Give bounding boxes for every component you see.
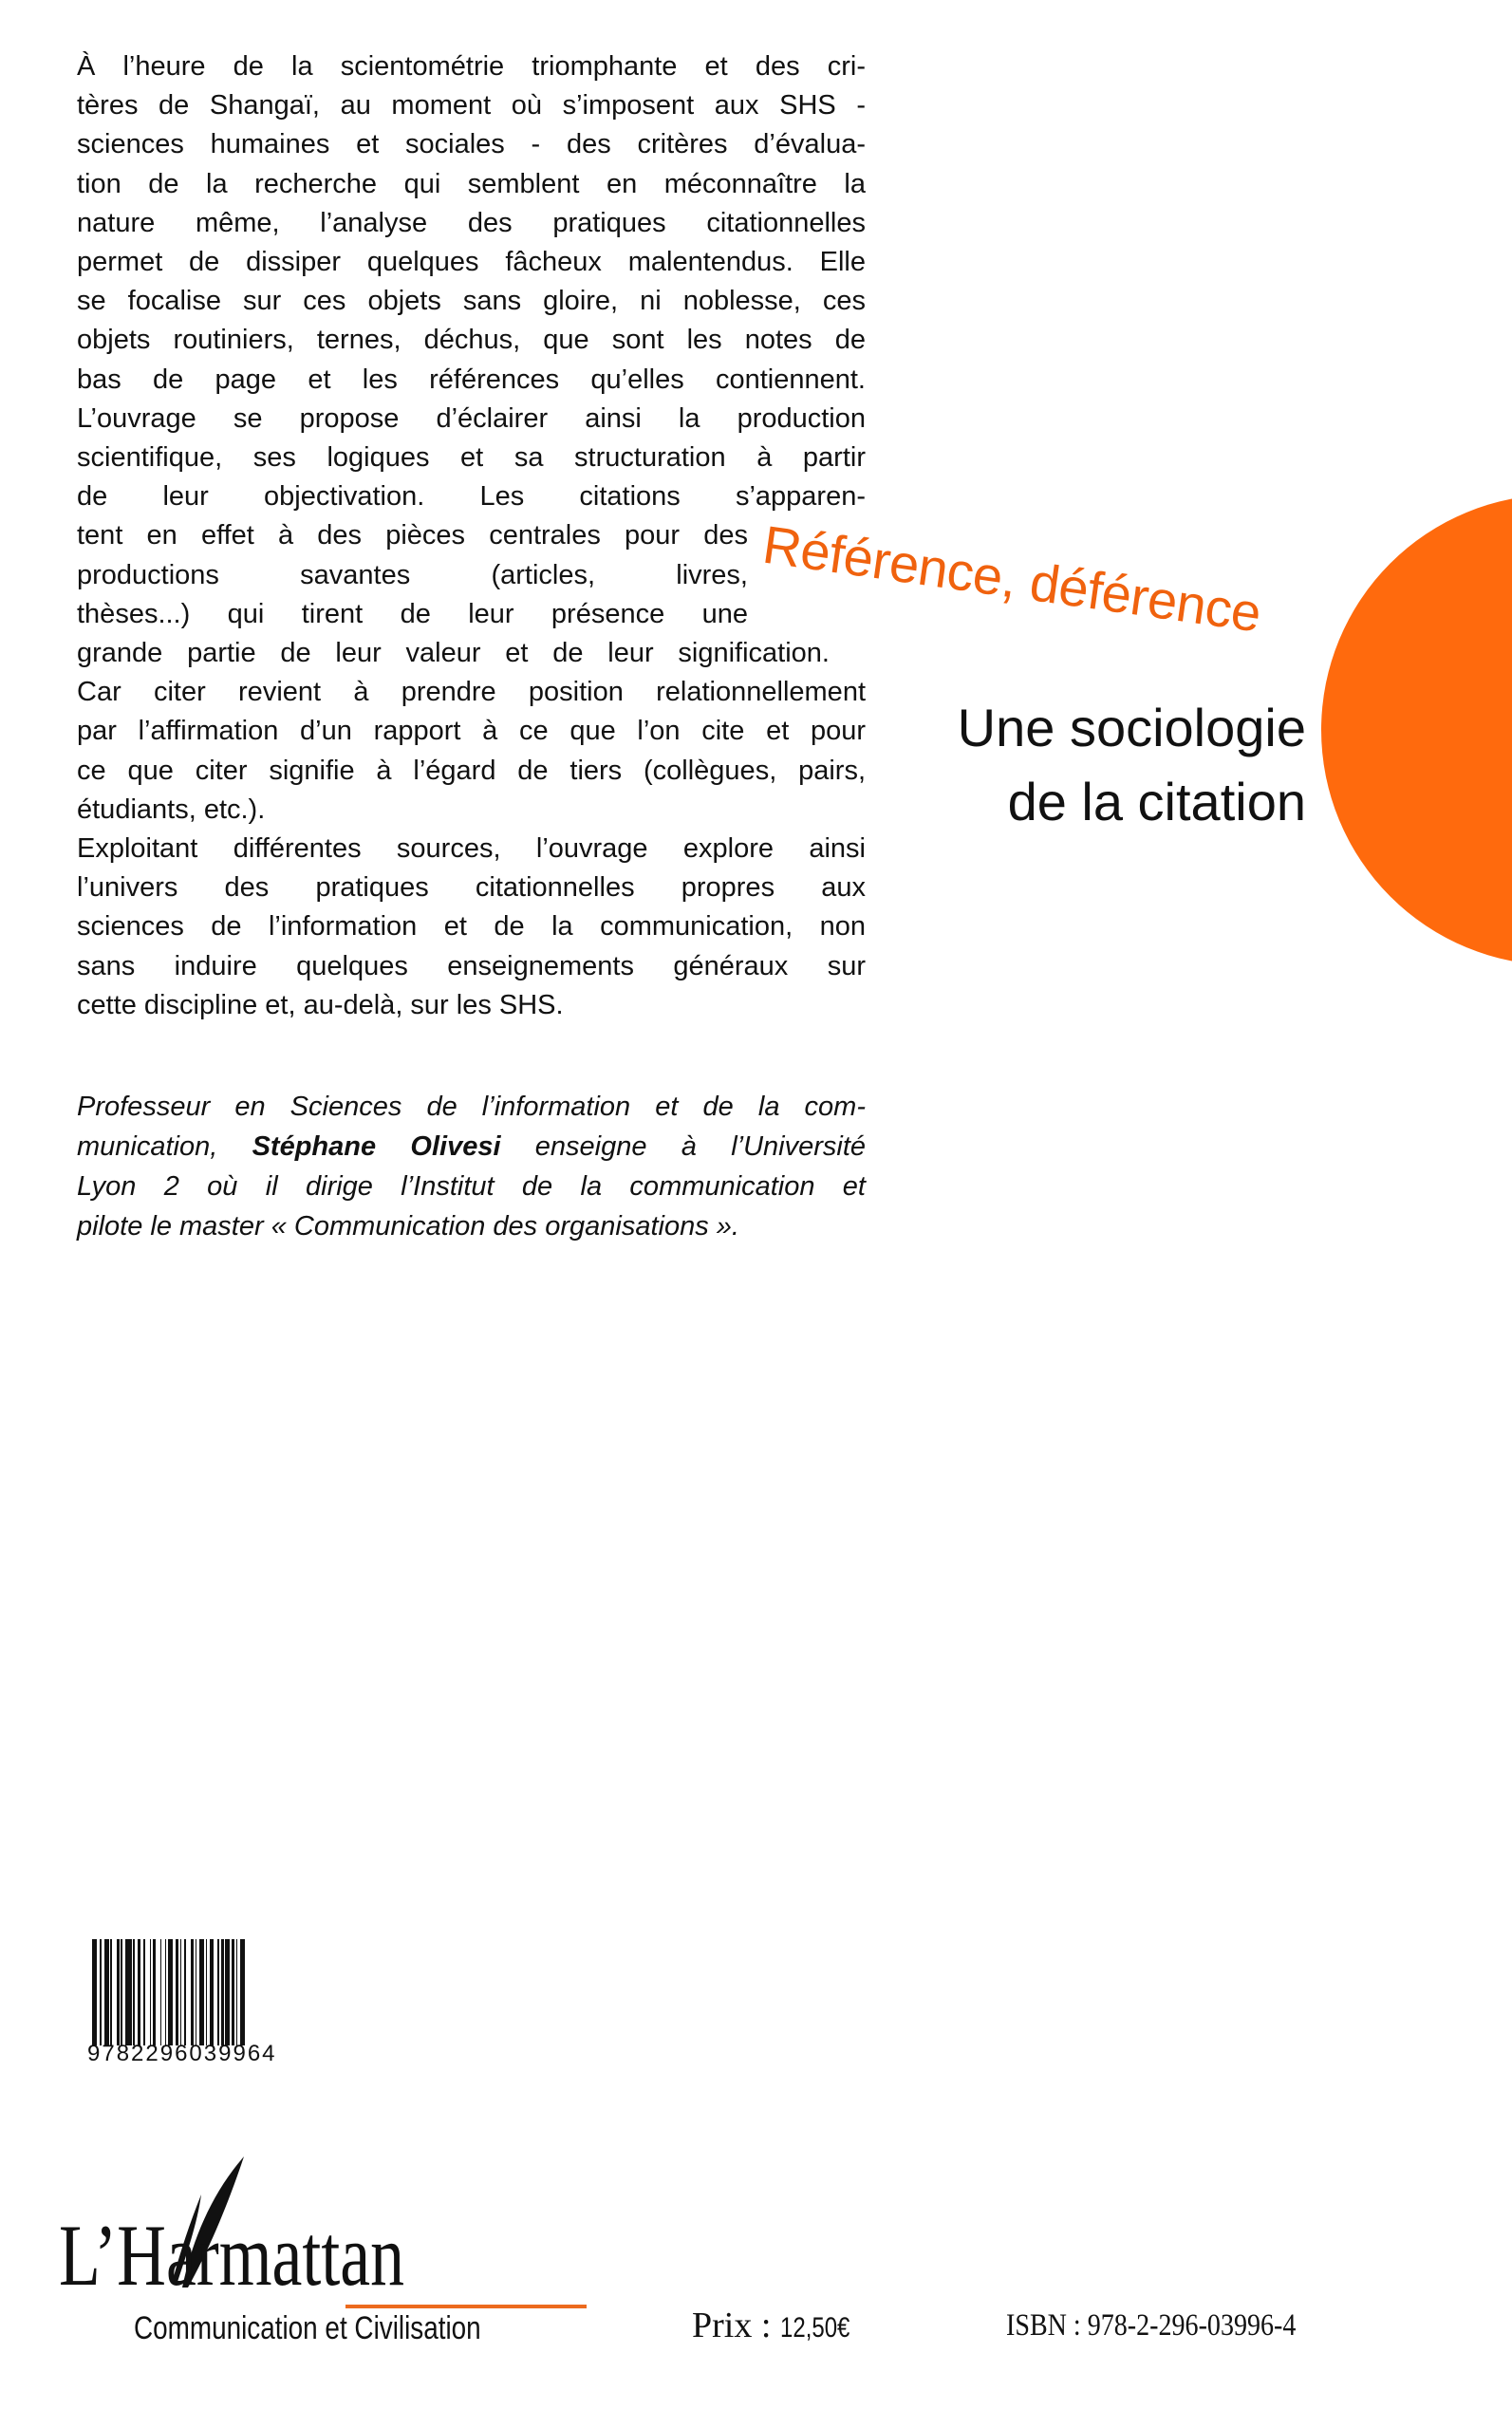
publisher-name: L’Harmattan — [59, 2207, 404, 2304]
blurb-line: se focalise sur ces objets sans gloire, ni noblesse, ces — [77, 286, 866, 317]
blurb-line: ce que citer signifie à l’égard de tiers (collègues, pairs, — [77, 755, 866, 786]
price-label: Prix : — [692, 2306, 772, 2345]
price-value: 12,50€ — [779, 2312, 850, 2344]
blurb-line: objets routiniers, ternes, déchus, que sont les notes de — [77, 325, 866, 356]
blurb-line: permet de dissiper quelques fâcheux malentendus. Elle — [77, 247, 866, 278]
bio-line: pilote le master « Communication des organisations ». — [77, 1211, 739, 1242]
bio-line: Professeur en Sciences de l’information et de la com- — [77, 1092, 866, 1122]
orange-disc — [1321, 495, 1512, 965]
blurb-line: productions savantes (articles, livres, — [77, 559, 748, 590]
orange-circle — [1321, 495, 1512, 965]
blurb-line: sciences de l’information et de la communication, non — [77, 911, 866, 943]
subtitle-line: Une sociologie — [957, 698, 1306, 757]
blurb-line: Exploitant différentes sources, l’ouvrage explore ainsi — [77, 833, 866, 865]
blurb-line: par l’affirmation d’un rapport à ce que l’on cite et pour — [77, 716, 866, 747]
author-name: Stéphane Olivesi — [252, 1131, 501, 1162]
collection-name: Communication et Civilisation — [134, 2310, 481, 2346]
blurb-line: Car citer revient à prendre position relationnellement — [77, 677, 866, 708]
subtitle-line: de la citation — [1007, 772, 1306, 831]
orange-rule — [345, 2305, 587, 2308]
barcode-digits: 9782296039964 — [87, 2041, 277, 2066]
blurb-line: de leur objectivation. Les citations s’apparen- — [77, 481, 866, 513]
blurb-line: l’univers des pratiques citationnelles propres aux — [77, 872, 866, 904]
book-title: Référence, déférence — [759, 514, 1265, 644]
blurb-line: scientifique, ses logiques et sa structuration à partir — [77, 442, 866, 474]
publisher-logo — [59, 2157, 457, 2304]
blurb-line: tion de la recherche qui semblent en méconnaître la — [77, 168, 866, 199]
bio-text: enseigne à l’Université — [500, 1131, 867, 1162]
price — [692, 2305, 868, 2346]
blurb-line: étudiants, etc.). — [77, 794, 266, 825]
blurb-line: L’ouvrage se propose d’éclairer ainsi la production — [77, 402, 866, 434]
isbn: ISBN : 978-2-296-03996-4 — [1006, 2308, 1297, 2343]
blurb-line: cette discipline et, au-delà, sur les SHS. — [77, 989, 564, 1020]
bio-line — [77, 1127, 866, 1167]
blurb-line: bas de page et les références qu’elles contiennent. — [77, 364, 866, 395]
barcode — [92, 1939, 350, 2045]
author-bio — [77, 1087, 866, 1246]
back-cover-blurb — [77, 47, 866, 1025]
book-subtitle — [958, 691, 1306, 839]
blurb-line: thèses...) qui tirent de leur présence une — [77, 598, 748, 629]
barcode-gap — [245, 1939, 248, 2045]
blurb-line: tères de Shangaï, au moment où s’imposent aux SHS - — [77, 90, 866, 121]
blurb-line: sans induire quelques enseignements généraux sur — [77, 950, 866, 981]
blurb-line: tent en effet à des pièces centrales pour des — [77, 520, 748, 551]
bio-text: munication, — [77, 1131, 252, 1162]
blurb-line: nature même, l’analyse des pratiques citationnelles — [77, 207, 866, 238]
blurb-line: grande partie de leur valeur et de leur signification. — [77, 638, 830, 669]
bio-line: Lyon 2 où il dirige l’Institut de la communication et — [77, 1171, 866, 1202]
blurb-line: À l’heure de la scientométrie triomphante et des cri- — [77, 51, 866, 82]
blurb-line: sciences humaines et sociales - des critères d’évalua- — [77, 129, 866, 160]
